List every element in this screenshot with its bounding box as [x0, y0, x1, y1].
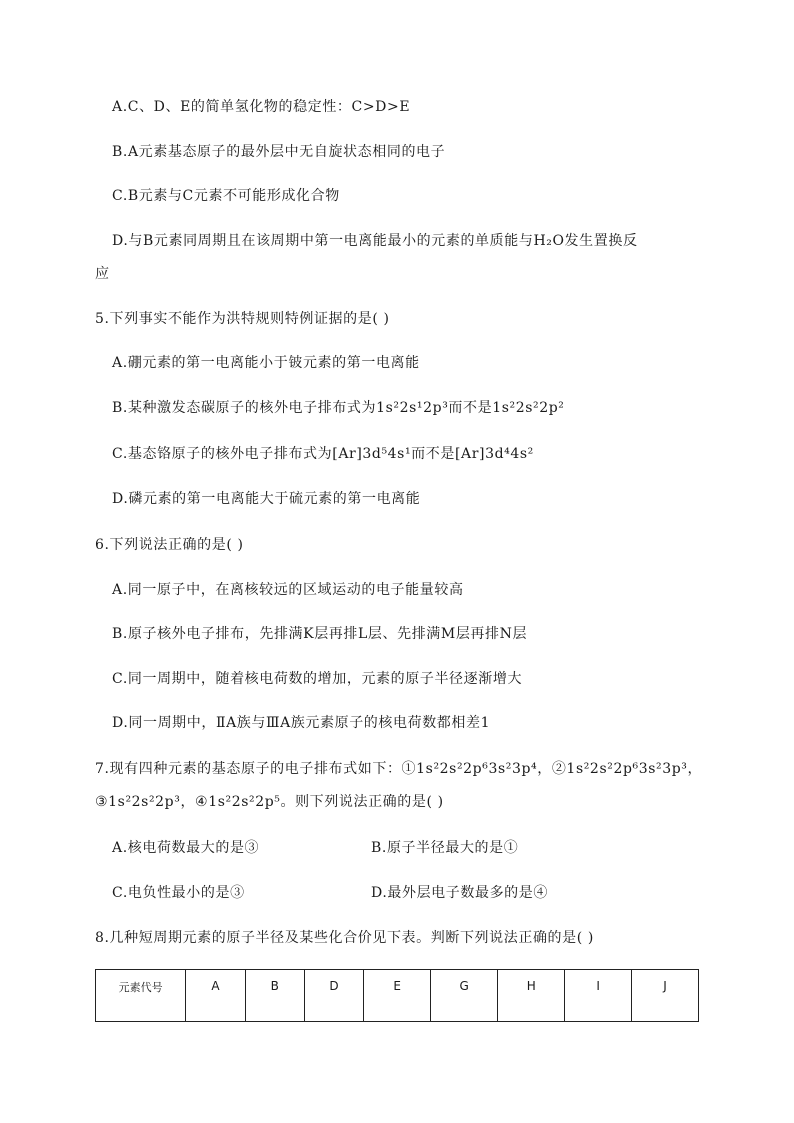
table-row [96, 970, 699, 1022]
q5-option-a: A.硼元素的第一电离能小于铍元素的第一电离能 [112, 355, 420, 371]
q5-option-c: C.基态铬原子的核外电子排布式为[Ar]3d⁵4s¹而不是[Ar]3d⁴4s² [112, 446, 534, 462]
q4-option-d: D.与B元素同周期且在该周期中第一电离能最小的元素的单质能与H₂O发生置换反 [112, 233, 638, 249]
table-header-cell: I [565, 970, 632, 1022]
q6-option-a: A.同一原子中，在离核较远的区域运动的电子能量较高 [112, 582, 464, 598]
table-header-cell: G [431, 970, 498, 1022]
q5-stem: 5.下列事实不能作为洪特规则特例证据的是( ) [95, 311, 390, 327]
table-header-cell: D [304, 970, 363, 1022]
q6-option-d: D.同一周期中，ⅡA族与ⅢA族元素原子的核电荷数都相差1 [112, 715, 491, 731]
q6-stem: 6.下列说法正确的是( ) [95, 537, 244, 553]
table-header-cell: J [632, 970, 699, 1022]
table-header-cell: B [245, 970, 304, 1022]
q7-stem-line2: ③1s²2s²2p³，④1s²2s²2p⁵。则下列说法正确的是( ) [95, 794, 444, 810]
table-header-cell: E [364, 970, 431, 1022]
q8-stem: 8.几种短周期元素的原子半径及某些化合价见下表。判断下列说法正确的是( ) [95, 930, 594, 946]
q7-option-b: B.原子半径最大的是① [371, 840, 519, 856]
table-header-cell: H [498, 970, 565, 1022]
q6-option-c: C.同一周期中，随着核电荷数的增加，元素的原子半径逐渐增大 [112, 671, 523, 687]
q7-option-a: A.核电荷数最大的是③ [112, 840, 260, 856]
q4-option-a: A.C、D、E的简单氢化物的稳定性：C>D>E [112, 99, 411, 115]
table-header-cell: A [186, 970, 245, 1022]
q4-option-b: B.A元素基态原子的最外层中无自旋状态相同的电子 [112, 144, 446, 160]
q5-option-d: D.磷元素的第一电离能大于硫元素的第一电离能 [112, 491, 421, 507]
q4-option-c: C.B元素与C元素不可能形成化合物 [112, 188, 340, 204]
q6-option-b: B.原子核外电子排布，先排满K层再排L层、先排满M层再排N层 [112, 626, 528, 642]
q5-option-b: B.某种激发态碳原子的核外电子排布式为1s²2s¹2p³而不是1s²2s²2p² [112, 400, 565, 416]
q7-option-d: D.最外层电子数最多的是④ [371, 885, 548, 901]
q7-stem-line1: 7.现有四种元素的基态原子的电子排布式如下：①1s²2s²2p⁶3s²3p⁴，②1s²2s²2p⁶3s²3p³， [95, 761, 703, 777]
q4-option-d-continuation: 应 [95, 266, 110, 282]
table-header-cell: 元素代号 [96, 970, 186, 1022]
element-table [95, 969, 699, 1022]
q7-option-c: C.电负性最小的是③ [112, 885, 245, 901]
